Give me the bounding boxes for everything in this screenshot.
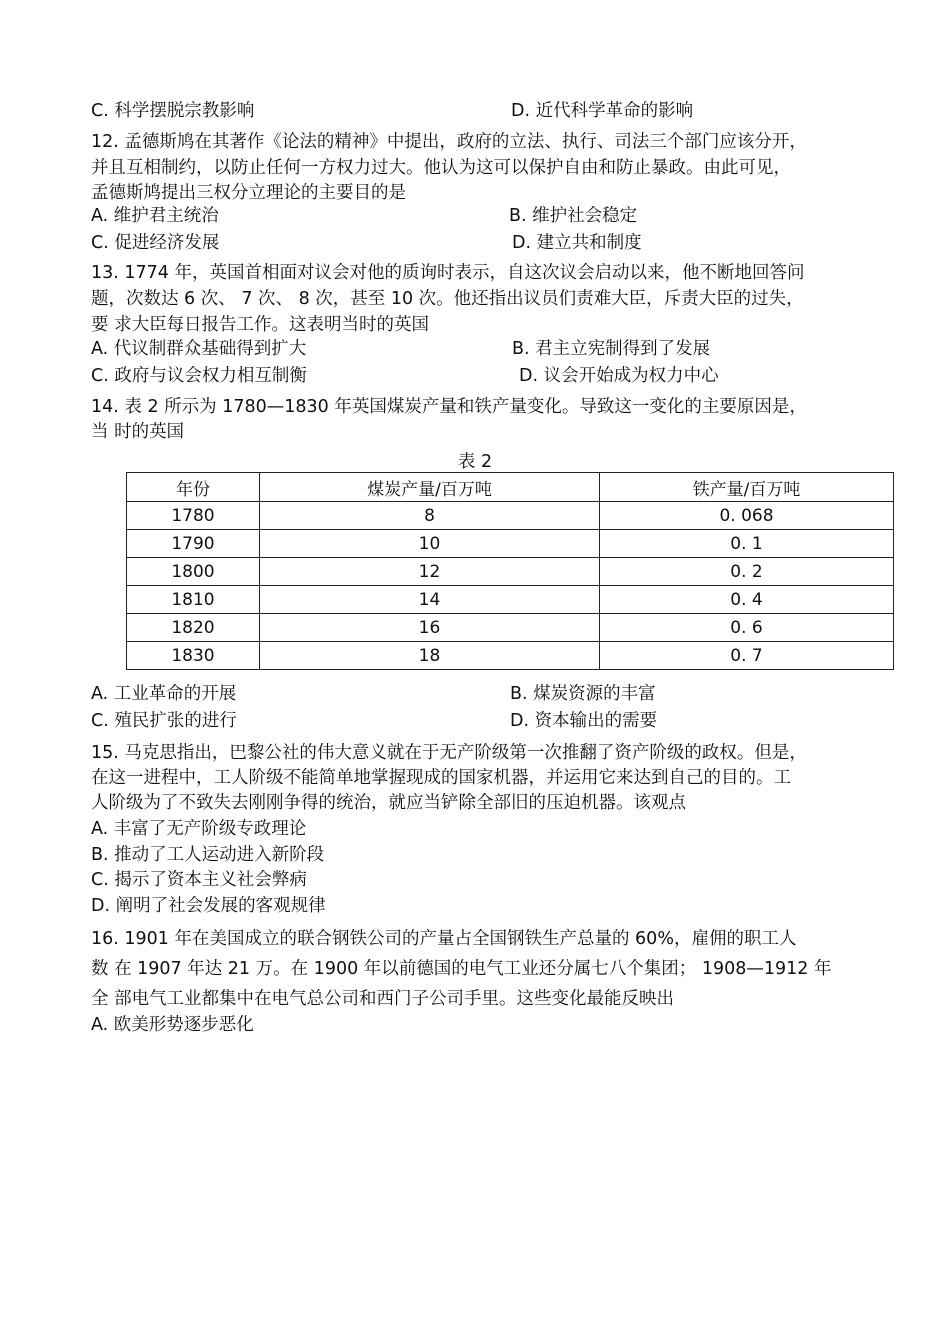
table-caption: 表 2 xyxy=(457,452,493,472)
q12-stem-line-3: 孟德斯鸠提出三权分立理论的主要目的是 xyxy=(91,183,406,203)
q12-option-a: A. 维护君主统治 xyxy=(91,206,219,226)
q12-stem-line-2: 并且互相制约，以防止任何一方权力过大。他认为这可以保护自由和防止暴政。由此可见， xyxy=(91,158,791,178)
cell-iron: 0. 1 xyxy=(600,530,894,558)
q15-option-c: C. 揭示了资本主义社会弊病 xyxy=(91,870,307,890)
q13-option-d: D. 议会开始成为权力中心 xyxy=(519,366,719,386)
q11-option-d: D. 近代科学革命的影响 xyxy=(511,101,694,121)
header-iron: 铁产量/百万吨 xyxy=(600,473,894,502)
q13-stem-line-3: 要 求大臣每日报告工作。这表明当时的英国 xyxy=(91,315,430,335)
coal-iron-table xyxy=(126,472,894,670)
cell-year: 1800 xyxy=(127,558,260,586)
cell-coal: 12 xyxy=(260,558,600,586)
cell-year: 1790 xyxy=(127,530,260,558)
table-row xyxy=(127,558,894,586)
q14-option-b: B. 煤炭资源的丰富 xyxy=(510,684,656,704)
cell-coal: 14 xyxy=(260,586,600,614)
q11-option-c: C. 科学摆脱宗教影响 xyxy=(91,101,255,121)
q14-stem-line-1: 14. 表 2 所示为 1780—1830 年英国煤炭产量和铁产量变化。导致这一变化的主要原因是， xyxy=(91,397,807,417)
q13-option-a: A. 代议制群众基础得到扩大 xyxy=(91,339,307,359)
q16-option-a: A. 欧美形势逐步恶化 xyxy=(91,1015,254,1035)
q13-option-b: B. 君主立宪制得到了发展 xyxy=(512,339,711,359)
q15-stem-line-3: 人阶级为了不致失去刚刚争得的统治，就应当铲除全部旧的压迫机器。该观点 xyxy=(91,793,686,813)
cell-iron: 0. 2 xyxy=(600,558,894,586)
q14-option-a: A. 工业革命的开展 xyxy=(91,684,237,704)
q12-option-b: B. 维护社会稳定 xyxy=(509,206,638,226)
cell-iron: 0. 7 xyxy=(600,642,894,670)
cell-year: 1830 xyxy=(127,642,260,670)
cell-year: 1810 xyxy=(127,586,260,614)
cell-coal: 16 xyxy=(260,614,600,642)
q15-option-a: A. 丰富了无产阶级专政理论 xyxy=(91,819,307,839)
header-year: 年份 xyxy=(127,473,260,502)
q15-option-b: B. 推动了工人运动进入新阶段 xyxy=(91,845,325,865)
q15-stem-line-1: 15. 马克思指出，巴黎公社的伟大意义就在于无产阶级第一次推翻了资产阶级的政权。但是， xyxy=(91,743,807,763)
table-row xyxy=(127,614,894,642)
table-row xyxy=(127,530,894,558)
header-coal: 煤炭产量/百万吨 xyxy=(260,473,600,502)
q16-stem-line-2: 数 在 1907 年达 21 万。在 1900 年以前德国的电气工业还分属七八个集团； 1908—1912 年 xyxy=(91,959,832,979)
q13-option-c: C. 政府与议会权力相互制衡 xyxy=(91,366,307,386)
q14-option-d: D. 资本输出的需要 xyxy=(510,711,658,731)
table-row xyxy=(127,502,894,530)
q13-stem-line-2: 题，次数达 6 次、 7 次、 8 次，甚至 10 次。他还指出议员们责难大臣，斥责大臣的过失， xyxy=(91,289,804,309)
cell-coal: 8 xyxy=(260,502,600,530)
table-row xyxy=(127,642,894,670)
cell-year: 1780 xyxy=(127,502,260,530)
cell-coal: 18 xyxy=(260,642,600,670)
q13-stem-line-1: 13. 1774 年，英国首相面对议会对他的质询时表示，自这次议会启动以来，他不断地回答问 xyxy=(91,263,805,283)
q16-stem-line-1: 16. 1901 年在美国成立的联合钢铁公司的产量占全国钢铁生产总量的 60%，雇佣的职工人 xyxy=(91,929,797,949)
table-row xyxy=(127,586,894,614)
cell-iron: 0. 068 xyxy=(600,502,894,530)
cell-year: 1820 xyxy=(127,614,260,642)
cell-coal: 10 xyxy=(260,530,600,558)
q12-option-c: C. 促进经济发展 xyxy=(91,233,220,253)
q12-stem-line-1: 12. 孟德斯鸠在其著作《论法的精神》中提出，政府的立法、执行、司法三个部门应该分开， xyxy=(91,132,807,152)
cell-iron: 0. 4 xyxy=(600,586,894,614)
cell-iron: 0. 6 xyxy=(600,614,894,642)
q16-stem-line-3: 全 部电气工业都集中在电气总公司和西门子公司手里。这些变化最能反映出 xyxy=(91,989,675,1009)
q12-option-d: D. 建立共和制度 xyxy=(512,233,642,253)
q15-stem-line-2: 在这一进程中，工人阶级不能简单地掌握现成的国家机器，并运用它来达到自己的目的。工 xyxy=(91,768,791,788)
q14-stem-line-2: 当 时的英国 xyxy=(91,422,185,442)
q15-option-d: D. 阐明了社会发展的客观规律 xyxy=(91,896,326,916)
q14-option-c: C. 殖民扩张的进行 xyxy=(91,711,237,731)
table-header-row xyxy=(127,473,894,502)
